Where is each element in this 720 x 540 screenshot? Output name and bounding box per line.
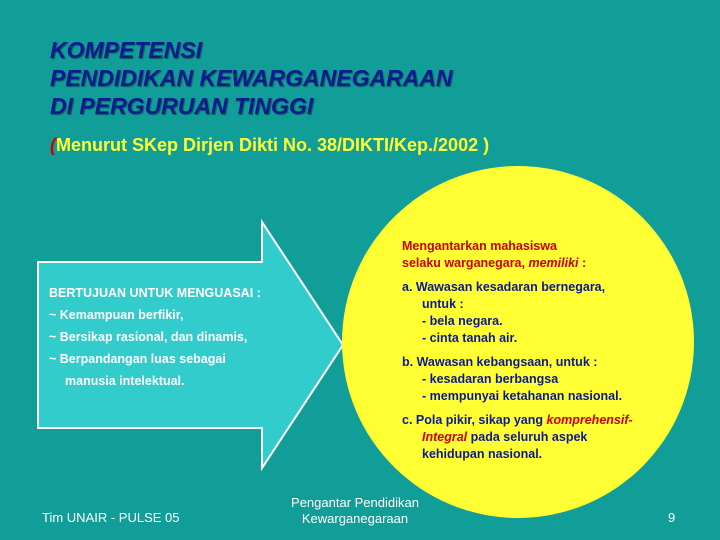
footer-left: Tim UNAIR - PULSE 05 [42,510,180,525]
circle-a-head: a. Wawasan kesadaran bernegara, [402,280,606,294]
circle-text [402,238,633,463]
footer-center-line-1: Pengantar Pendidikan [291,495,419,510]
circle-c-head-a: c. Pola pikir, sikap yang [402,413,544,427]
arrow-item-4: manusia intelektual. [65,374,185,388]
circle-intro-2b: memiliki [528,256,579,270]
subtitle-open-paren: ( [50,135,56,155]
subtitle-text: Menurut SKep Dirjen Dikti No. 38/DIKTI/Kep./2002 ) [56,135,490,155]
page-number: 9 [668,510,676,525]
arrow-item-3: ~ Berpandangan luas sebagai [49,352,226,366]
circle-c-line-3: kehidupan nasional. [422,447,543,461]
circle-b-head: b. Wawasan kebangsaan, untuk : [402,355,598,369]
circle-a-item-2: - cinta tanah air. [422,331,518,345]
footer-center-line-2: Kewarganegaraan [301,511,409,526]
circle-b-item-1: - kesadaran berbangsa [422,372,559,386]
circle-b-item-2: - mempunyai ketahanan nasional. [422,389,623,403]
circle-c-head [402,412,633,429]
circle-c-head-b: komprehensif- [546,413,633,427]
title-line-3: DI PERGURUAN TINGGI [50,93,314,119]
circle-intro-2a: selaku warganegara, [402,256,525,270]
arrow-box-text [49,282,261,392]
circle-a-sub: untuk : [422,297,464,311]
title-line-1: KOMPETENSI [50,37,203,63]
arrow-heading: BERTUJUAN UNTUK MENGUASAI : [49,286,261,300]
circle-a-item-1: - bela negara. [422,314,503,328]
circle-c-line-2b: pada seluruh aspek [470,430,588,444]
circle-c-line-2a: Integral [422,430,468,444]
arrow-item-2: ~ Bersikap rasional, dan dinamis, [49,330,248,344]
circle-intro-1: Mengantarkan mahasiswa [402,239,557,253]
circle-c-line-2 [402,429,633,446]
arrow-item-1: ~ Kemampuan berfikir, [49,308,184,322]
title-line-2: PENDIDIKAN KEWARGANEGARAAN [50,65,453,91]
circle-intro-2c: : [581,256,587,270]
footer-center [260,495,450,527]
circle-intro-2 [402,255,633,272]
